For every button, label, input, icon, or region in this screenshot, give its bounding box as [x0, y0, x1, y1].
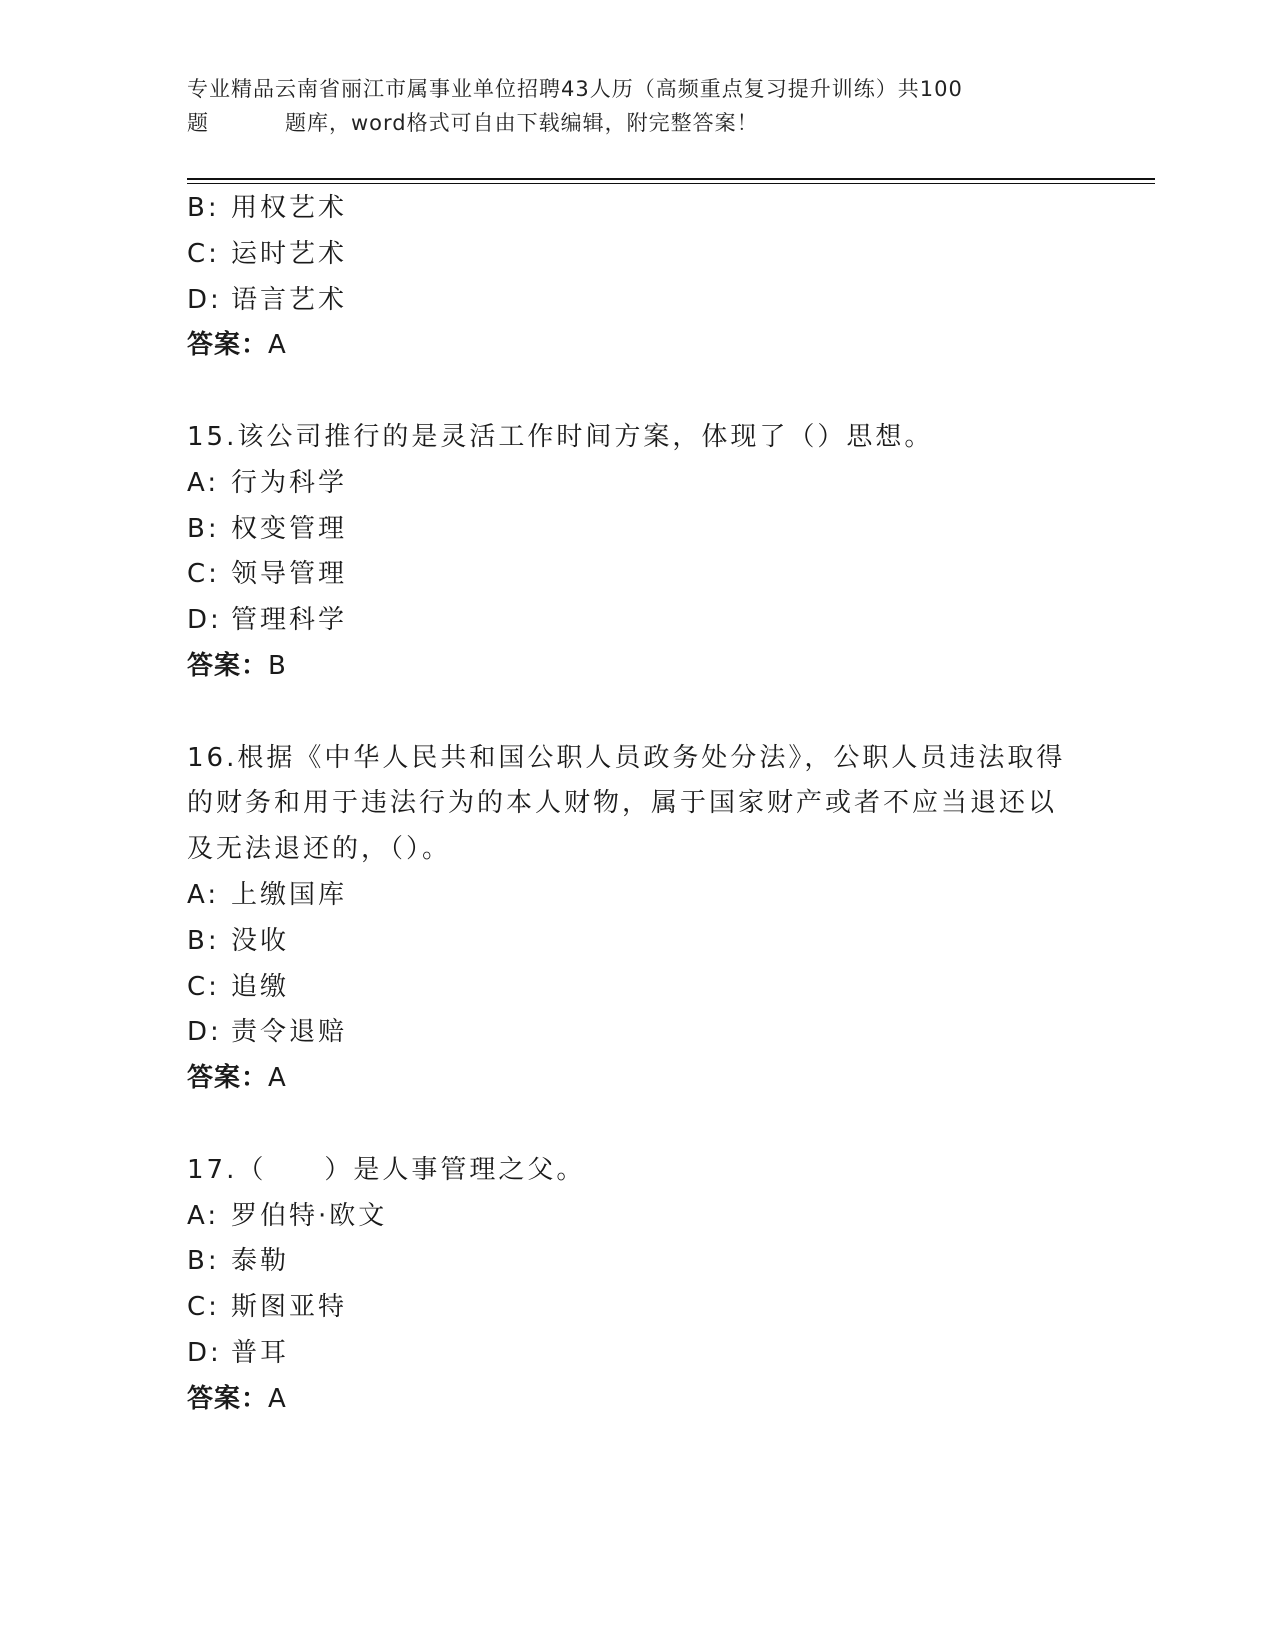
answer-value: A [268, 1063, 287, 1094]
answer-label: 答案： [187, 1383, 269, 1414]
option-text: 权变管理 [231, 513, 348, 544]
option-row [187, 461, 1087, 507]
header-line-2 [187, 106, 1067, 140]
option-text: 运时艺术 [231, 238, 348, 269]
page-header [187, 72, 1067, 140]
option-row [187, 552, 1087, 598]
option-letter: A: [187, 879, 220, 910]
option-text: 泰勒 [231, 1246, 290, 1277]
spacer [187, 1102, 1087, 1148]
header-line-2-lead: 题 [187, 111, 209, 135]
option-text: 普耳 [231, 1337, 290, 1368]
option-letter: C: [187, 971, 220, 1002]
option-row [187, 232, 1087, 278]
answer-value: A [268, 1383, 287, 1414]
question-17 [187, 1148, 1087, 1423]
header-divider-thick [187, 178, 1155, 180]
option-letter: D: [187, 1017, 222, 1048]
option-letter: B: [187, 193, 220, 223]
option-letter: D: [187, 605, 222, 636]
option-text: 责令退赔 [231, 1017, 348, 1048]
answer-label: 答案： [187, 650, 269, 681]
option-row [187, 598, 1087, 644]
option-letter: D: [187, 284, 222, 315]
option-text: 领导管理 [231, 559, 348, 590]
option-letter: A: [187, 467, 220, 498]
option-row [187, 873, 1087, 919]
spacer [187, 369, 1087, 415]
option-text: 追缴 [231, 971, 290, 1002]
option-text: 上缴国库 [231, 879, 348, 910]
answer-line [187, 644, 1087, 690]
option-letter: C: [187, 559, 220, 590]
option-text: 斯图亚特 [231, 1292, 348, 1323]
question-list [187, 186, 1087, 1423]
option-text: 用权艺术 [231, 193, 348, 223]
answer-label: 答案： [187, 1063, 269, 1094]
question-15 [187, 415, 1087, 690]
option-letter: B: [187, 925, 220, 956]
option-text: 没收 [231, 925, 290, 956]
option-letter: C: [187, 1292, 220, 1323]
option-letter: B: [187, 513, 220, 544]
question-14-continuation [187, 186, 1087, 369]
question-text: 16.根据《中华人民共和国公职人员政务处分法》，公职人员违法取得的财务和用于违法行为的本人财物，属于国家财产或者不应当退还以及无法退还的，（）。 [187, 742, 1066, 865]
option-row [187, 1285, 1087, 1331]
option-row [187, 1194, 1087, 1240]
option-row [187, 186, 1087, 232]
answer-value: A [268, 330, 287, 361]
option-row [187, 1331, 1087, 1377]
option-row [187, 965, 1087, 1011]
option-row [187, 919, 1087, 965]
option-letter: D: [187, 1337, 222, 1368]
answer-value: B [268, 650, 287, 681]
answer-line [187, 1377, 1087, 1423]
question-16 [187, 736, 1087, 1102]
spacer [187, 690, 1087, 736]
answer-line [187, 1056, 1087, 1102]
answer-label: 答案： [187, 330, 269, 361]
header-divider-thin [187, 183, 1155, 184]
header-line-1: 专业精品云南省丽江市属事业单位招聘43人历（高频重点复习提升训练）共100 [187, 77, 963, 101]
option-row [187, 1239, 1087, 1285]
option-letter: B: [187, 1246, 220, 1277]
option-row [187, 1010, 1087, 1056]
option-letter: A: [187, 1200, 220, 1231]
option-text: 管理科学 [231, 605, 348, 636]
answer-line [187, 323, 1087, 369]
header-line-2-rest: 题库，word格式可自由下载编辑，附完整答案！ [285, 111, 759, 135]
option-text: 罗伯特·欧文 [231, 1200, 388, 1231]
question-text: 17.（ ）是人事管理之父。 [187, 1154, 586, 1185]
option-row [187, 278, 1087, 324]
option-text: 行为科学 [231, 467, 348, 498]
question-text: 15.该公司推行的是灵活工作时间方案，体现了（）思想。 [187, 421, 934, 452]
option-row [187, 507, 1087, 553]
option-letter: C: [187, 238, 220, 269]
option-text: 语言艺术 [231, 284, 348, 315]
